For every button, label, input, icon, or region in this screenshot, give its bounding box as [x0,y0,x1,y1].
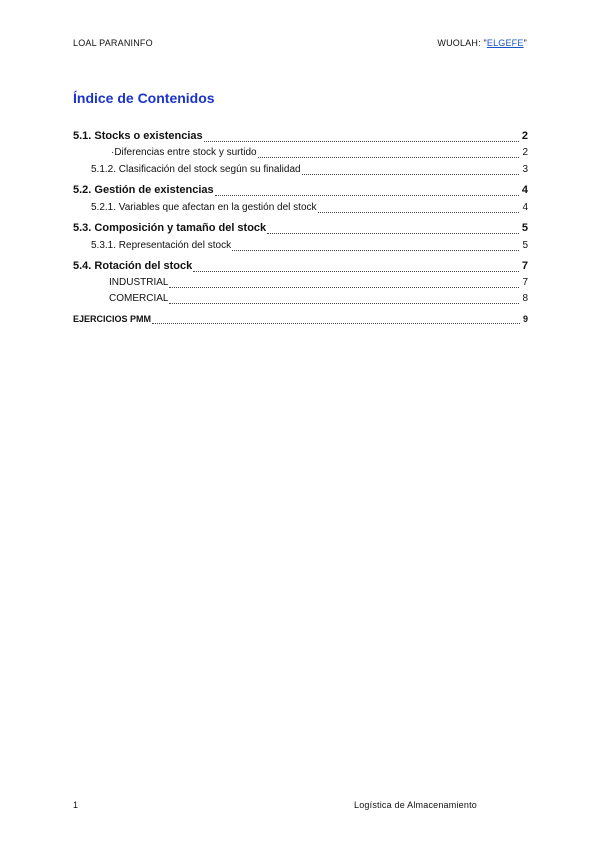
toc-leader-dots [267,233,519,234]
toc-entry-diferencias[interactable] [73,145,528,161]
toc-entry-label: ·Diferencias entre stock y surtido [111,147,257,158]
toc-leader-dots [302,174,520,175]
header-right-prefix: WUOLAH: " [437,38,487,48]
toc-title: Índice de Contenidos [73,90,215,106]
toc-entry-label: 5.3. Composición y tamaño del stock [73,222,267,234]
toc-entry-page: 2 [522,147,528,158]
toc-leader-dots [215,195,519,196]
toc-entry-5-1[interactable] [73,128,528,145]
toc-entry-page: 7 [521,260,528,272]
toc-entry-label: 5.1. Stocks o existencias [73,130,203,142]
toc-entry-comercial[interactable] [73,291,528,307]
toc-leader-dots [169,287,519,288]
toc-entry-page: 4 [522,202,528,213]
footer-page-number: 1 [73,800,79,810]
toc-leader-dots [193,271,519,272]
toc-entry-page: 9 [522,314,528,324]
toc-leader-dots [204,141,519,142]
toc-leader-dots [152,323,520,324]
toc-entry-label: INDUSTRIAL [109,277,169,288]
toc-entry-ejercicios[interactable] [73,311,528,327]
toc-leader-dots [169,303,519,304]
header-right-suffix: " [523,38,527,48]
toc-entry-5-2-1[interactable] [73,199,528,216]
toc-entry-5-4[interactable] [73,258,528,275]
header-author-link[interactable]: ELGEFE [486,38,524,48]
toc-entry-page: 4 [521,184,528,196]
toc-leader-dots [232,250,519,251]
toc-entry-label: 5.4. Rotación del stock [73,260,193,272]
toc-entry-5-3[interactable] [73,220,528,237]
toc-entry-label: EJERCICIOS PMM [73,314,152,324]
toc-entry-5-1-2[interactable] [73,161,528,178]
toc-entry-page: 7 [522,277,528,288]
toc-entry-5-2[interactable] [73,182,528,199]
toc-entry-label: 5.3.1. Representación del stock [91,240,232,251]
header-left-text: LOAL PARANINFO [73,38,153,48]
toc-entry-industrial[interactable] [73,275,528,291]
toc-entry-page: 8 [522,293,528,304]
toc-entry-page: 3 [522,164,528,175]
toc-entry-label: COMERCIAL [109,293,169,304]
toc-entry-label: 5.2. Gestión de existencias [73,184,214,196]
toc-entry-page: 5 [522,240,528,251]
toc-entry-page: 5 [521,222,528,234]
toc-leader-dots [318,212,520,213]
toc-entry-label: 5.1.2. Clasificación del stock según su finalidad [91,164,301,175]
footer-title: Logística de Almacenamiento [354,800,477,810]
header-right-text [437,38,527,48]
table-of-contents [73,128,528,327]
toc-entry-page: 2 [521,130,528,142]
toc-entry-label: 5.2.1. Variables que afectan en la gestión del stock [91,202,317,213]
toc-entry-5-3-1[interactable] [73,237,528,254]
toc-leader-dots [258,157,520,158]
